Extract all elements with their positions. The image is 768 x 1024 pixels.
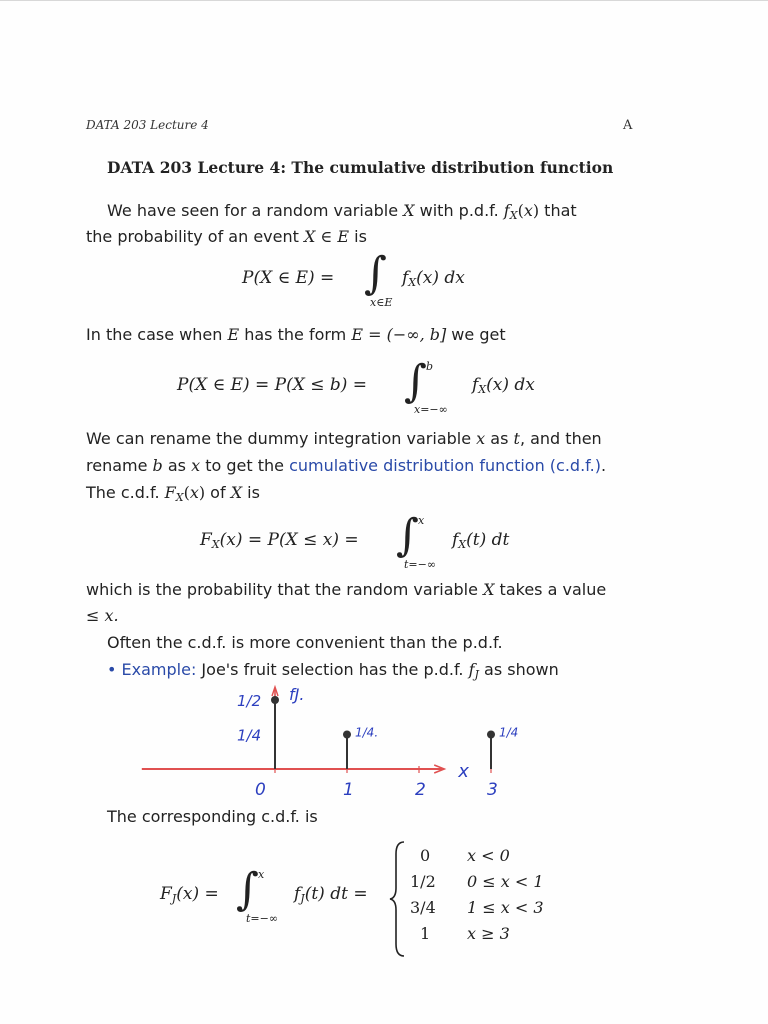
case-condition: x ≥ 3 [467, 924, 510, 943]
cases-brace [388, 840, 408, 958]
equation-integrand: $f_X(x)$ dx [402, 268, 465, 289]
often-line: Often the c.d.f. is more convenient than the p.d.f. [107, 633, 503, 652]
x-tick-label: 3 [487, 780, 498, 800]
running-header: DATA 203 Lecture 4 [86, 118, 209, 132]
example-label: Example: [121, 660, 197, 679]
probability-line-2: ≤ x. [86, 606, 119, 625]
integral-upper-limit: x [258, 868, 265, 881]
case-condition: x < 0 [467, 846, 510, 865]
case-value: 1/2 [410, 872, 436, 891]
point-label: 1/4 [499, 725, 519, 740]
pdf-stem-plot [0, 680, 768, 810]
stem-point [487, 731, 495, 739]
integral-lower-limit: t=−∞ [246, 912, 279, 925]
slide-mark: A [623, 118, 633, 133]
point-label: 1/4. [355, 725, 379, 740]
stem-point [343, 731, 351, 739]
rename-line-1: We can rename the dummy integration variable x as t, and then [86, 429, 602, 448]
case-value: 3/4 [410, 898, 436, 917]
y-axis-label: fJ. [289, 685, 305, 704]
equation-cdf-definition: $F_X(x) = P(X \le x)$ = [200, 530, 359, 551]
case-value: 0 [420, 846, 431, 865]
intro-line-1: We have seen for a random variable X with p.d.f. $f_X(x)$ that [107, 201, 577, 222]
stem-point [271, 696, 279, 704]
integral-upper-limit: x [418, 514, 425, 527]
integral-upper-limit: b [426, 360, 434, 373]
page-top-rule [0, 0, 768, 1]
equation-integrand: $f_X(x)$ dx [472, 375, 535, 396]
integral-sign: ∫ [364, 248, 387, 299]
x-tick-label: 2 [415, 780, 426, 800]
y-tick-label: 1/2 [237, 692, 262, 710]
rename-line-3: The c.d.f. $F_X(x)$ of X is [86, 483, 260, 504]
cdf-link[interactable]: cumulative distribution function (c.d.f.) [289, 456, 601, 475]
integral-sign: ∫ [404, 356, 427, 407]
y-tick-label: 1/4 [237, 726, 262, 745]
cdf-integrand: $f_J(t)$ dt = [294, 884, 368, 905]
corresponding-line: The corresponding c.d.f. is [107, 807, 318, 826]
integral-lower-limit: t=−∞ [404, 558, 437, 571]
integral-sign: ∫ [236, 864, 259, 915]
probability-line-1: which is the probability that the random variable X takes a value [86, 580, 607, 599]
cdf-lhs: $F_J(x)$ = [160, 884, 219, 905]
equation-cdf-b: P(X ∈ E) = P(X ≤ b) = [177, 375, 368, 395]
bullet: • [107, 660, 117, 679]
equation-event-probability: P(X ∈ E) = [242, 268, 335, 288]
x-axis-label: x [458, 761, 469, 782]
x-tick-label: 0 [255, 780, 266, 800]
example-line: • Example: Joe's fruit selection has the p.d.f. $f_J$ as shown [107, 660, 559, 681]
integral-lower-limit: x∈E [370, 296, 393, 309]
case-condition: 0 ≤ x < 1 [467, 872, 544, 891]
x-tick-label: 1 [343, 780, 354, 800]
case-condition: 1 ≤ x < 3 [467, 898, 544, 917]
integral-lower-limit: x=−∞ [414, 403, 448, 416]
integral-sign: ∫ [396, 510, 419, 561]
case-value: 1 [420, 924, 431, 943]
rename-line-2: rename b as x to get the cumulative distribution function (c.d.f.). [86, 456, 607, 475]
page-title: DATA 203 Lecture 4: The cumulative distribution function [107, 158, 614, 177]
intro-line-2: the probability of an event X ∈ E is [86, 227, 367, 246]
case-line: In the case when E has the form E = (−∞, b] we get [86, 325, 506, 344]
equation-integrand: $f_X(t)$ dt [452, 530, 510, 551]
